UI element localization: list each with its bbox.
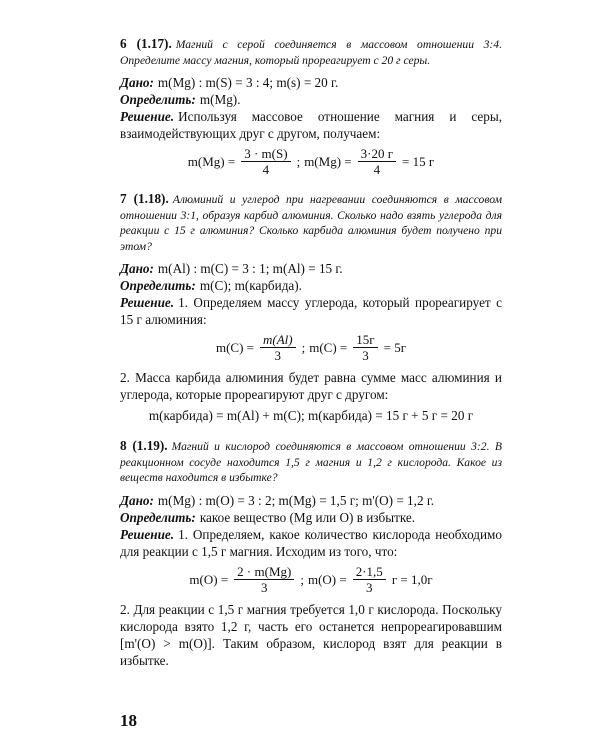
problem-number: 8 (1.19).: [120, 438, 168, 453]
solution-step-2: 2. Масса карбида алюминия будет равна сумме масс алюминия и углерода, которые прореагируют друг с другом:: [120, 370, 502, 402]
given-line: Дано: m(Mg) : m(O) = 3 : 2; m(Mg) = 1,5 г; m'(O) = 1,2 г.: [120, 492, 435, 508]
problem-statement: 7 (1.18). Алюминий и углерод при нагревании соединяются в массовом отношении 3:1, образуя карбид алюминия. Сколько надо взять углерода для реакции с 15 г алюминия? Сколько карбида алюминия будет получено при этом?: [120, 191, 502, 253]
find-line: Определить: m(C); m(карбида).: [120, 278, 302, 293]
given-line: Дано: m(Mg) : m(S) = 3 : 4; m(s) = 20 г.: [120, 75, 339, 90]
solution-text: Решение. 1. Определяем, какое количество кислорода необходимо для реакции с 1,5 г магния. Исходим из того, что:: [120, 526, 502, 559]
fraction: $\frac{15г}{3}$: [353, 332, 377, 363]
fraction: $\frac{3\cdot 20 г}{4}$: [358, 146, 396, 177]
formula: m(Mg) = $\frac{3 \cdot m(S)}{4}$ ; m(Mg) = $\frac{3\cdot 20 г}{4}$ = 15 г: [187, 146, 435, 177]
page-number: 18: [120, 711, 137, 730]
problem-statement: 8 (1.19). Магний и кислород соединяются в массовом отношении 3:2. В реакционном сосуде находится 1,5 г магния и 1,2 г кислорода. Какое из веществ находится в избытке?: [120, 438, 502, 484]
formula: m(карбида) = m(Al) + m(C); m(карбида) = 15 г + 5 г = 20 г: [148, 408, 474, 423]
given-line: Дано: m(Al) : m(C) = 3 : 1; m(Al) = 15 г.: [120, 261, 343, 276]
find-line: Определить: m(Mg).: [120, 92, 241, 107]
solution-step-2: 2. Для реакции с 1,5 г магния требуется 1,0 г кислорода. Поскольку кислорода взято 1,2 г, часть его останется непрореагировавшим [m'(O) > m(O)]. Таким образом, кислород взят для реакции в избытке.: [120, 601, 502, 668]
solution-text: Решение. 1. Определяем массу углерода, который прореагирует с 15 г алюминия:: [120, 295, 502, 327]
fraction: $\frac{2 \cdot m(Mg)}{3}$: [234, 564, 294, 595]
find-line: Определить: какое вещество (Mg или O) в избытке.: [120, 509, 416, 525]
problem-number: 6 (1.17).: [120, 36, 172, 51]
problem-7: [120, 191, 502, 424]
problem-8: [120, 438, 502, 669]
fraction: $\frac{2\cdot 1,5}{3}$: [353, 564, 386, 595]
problem-statement: 6 (1.17). Магний с серой соединяется в массовом отношении 3:4. Определите массу магния, который прореагирует с 20 г серы.: [120, 36, 502, 67]
problem-6: [120, 36, 502, 177]
problem-number: 7 (1.18).: [120, 191, 169, 206]
solution-text: Решение. Используя массовое отношение магния и серы, взаимодействующих друг с другом, получаем:: [120, 109, 502, 141]
textbook-page: [120, 36, 502, 683]
fraction: $\frac{m(Al)}{3}$: [260, 332, 296, 363]
fraction: $\frac{3 \cdot m(S)}{4}$: [241, 146, 290, 177]
formula: m(C) = $\frac{m(Al)}{3}$ ; m(C) = $\frac{15г}{3}$ = 5г: [215, 332, 407, 363]
formula: m(O) = $\frac{2 \cdot m(Mg)}{3}$ ; m(O) = $\frac{2\cdot 1,5}{3}$ г = 1,0г: [189, 563, 433, 595]
